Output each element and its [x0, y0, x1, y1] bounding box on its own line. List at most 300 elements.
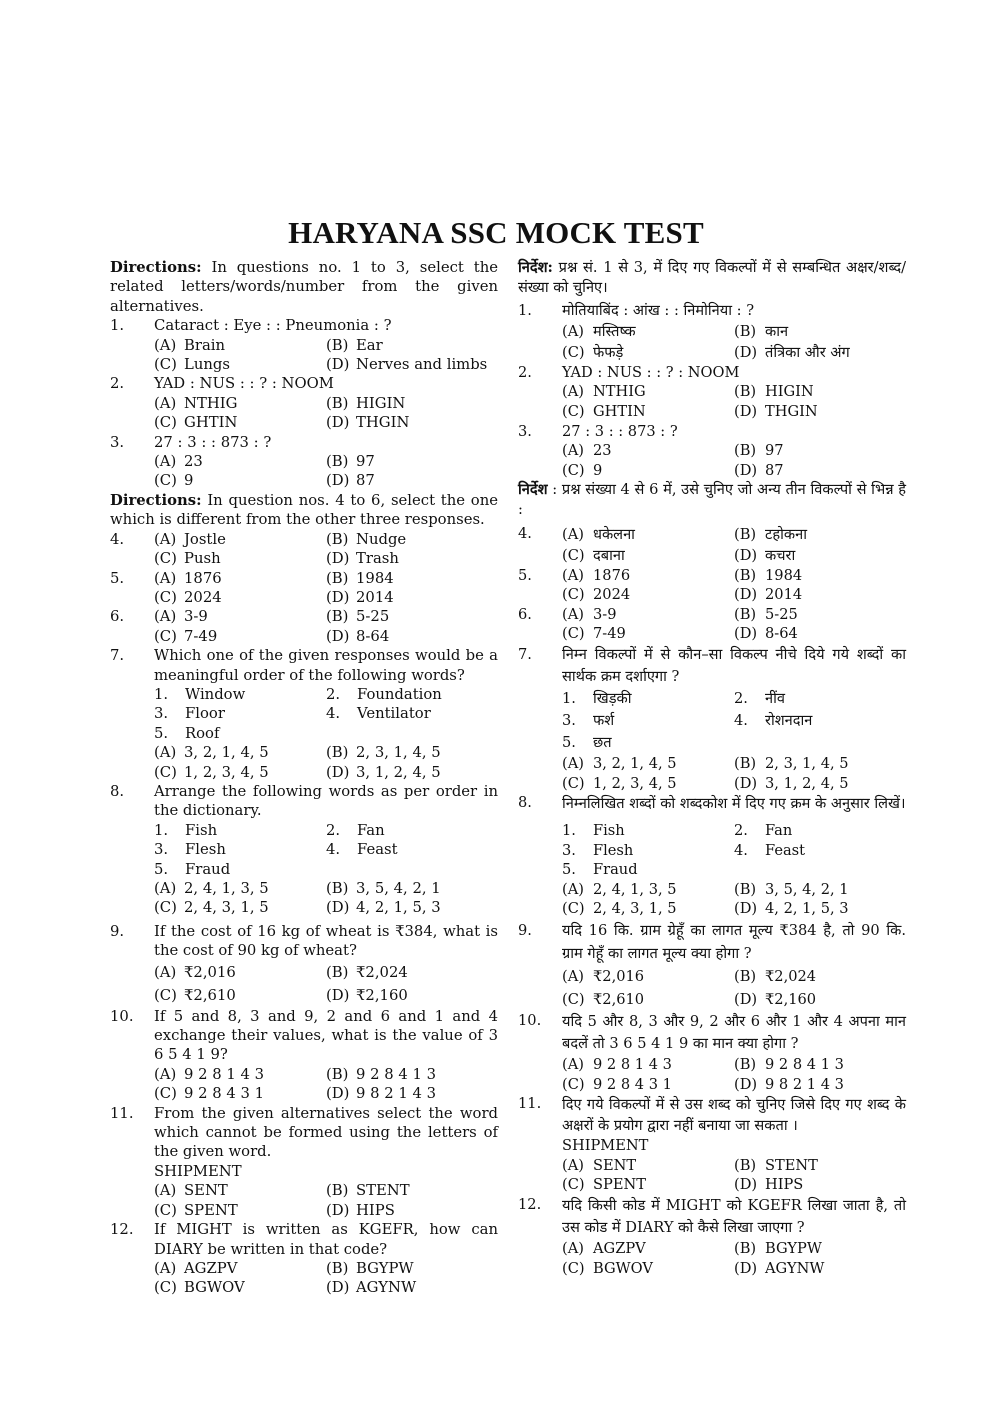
option-c [154, 355, 326, 374]
question-9 [110, 922, 498, 1007]
option-a [562, 524, 734, 545]
option-text: Feast [765, 841, 806, 859]
option-text: AGZPV [593, 1240, 646, 1258]
question-5 [110, 569, 498, 608]
option-label: (C) [154, 550, 177, 568]
option-text: 9 2 8 1 4 3 [593, 1056, 672, 1074]
option-d [734, 545, 906, 566]
question-number: 10. [518, 1012, 542, 1030]
option-text: 9 [593, 461, 603, 479]
option-label: (D) [734, 1259, 758, 1277]
option-label: (D) [326, 1201, 350, 1219]
option-text: धकेलना [593, 525, 635, 543]
option-text: 3, 2, 1, 4, 5 [593, 754, 677, 772]
option-text: 2024 [593, 586, 631, 604]
option-text: 9 8 2 1 4 3 [765, 1075, 844, 1093]
option-label: (C) [562, 1075, 585, 1093]
question-1 [110, 316, 498, 374]
list-item [154, 704, 326, 723]
question-8 [110, 782, 498, 918]
question-7 [518, 644, 906, 793]
option-label: (C) [562, 1259, 585, 1277]
question-12 [110, 1220, 498, 1298]
option-text: 2, 4, 3, 1, 5 [184, 899, 269, 917]
question-11 [110, 1104, 498, 1220]
options [154, 394, 498, 433]
directions-1 [518, 258, 906, 297]
question-3 [110, 433, 498, 491]
option-text: 8-64 [765, 625, 798, 643]
list-item [562, 710, 734, 732]
word-list [154, 685, 498, 743]
option-label: (D) [734, 625, 758, 643]
option-label: 1. [154, 685, 169, 703]
option-label: (D) [734, 991, 758, 1009]
option-label: (D) [734, 343, 758, 361]
option-text: 2, 3, 1, 4, 5 [765, 754, 849, 772]
option-c [562, 988, 734, 1011]
option-d [326, 355, 498, 374]
option-text: STENT [356, 1182, 410, 1200]
option-label: (B) [326, 336, 349, 354]
option-label: (C) [154, 414, 177, 432]
question-text: निम्न विकल्पों में से कौन–सा विकल्प नीचे दिये गये शब्दों का सार्थक क्रम दर्शाएगा ? [562, 645, 906, 685]
option-text: ₹2,610 [593, 991, 645, 1009]
option-b [326, 452, 498, 471]
option-b [734, 524, 906, 545]
option-d [734, 899, 906, 919]
option-text: ₹2,160 [356, 986, 408, 1004]
list-item [734, 688, 906, 710]
question-number: 1. [518, 302, 532, 320]
option-label: (D) [326, 899, 350, 917]
option-text: Fish [593, 822, 625, 840]
option-d [734, 624, 906, 644]
option-text: Push [184, 550, 221, 568]
option-label: (B) [326, 1182, 349, 1200]
option-text: 9 2 8 4 1 3 [765, 1056, 844, 1074]
option-b [326, 879, 498, 898]
option-b [326, 336, 498, 355]
question-text: दिए गये विकल्पों में से उस शब्द को चुनिए जिसे दिए गए शब्द के अक्षरों के प्रयोग द्वारा नहीं बनाया जा सकता । [562, 1096, 906, 1135]
option-label: (C) [562, 402, 585, 420]
options [562, 441, 906, 480]
option-text [326, 860, 498, 879]
option-text: SENT [184, 1182, 228, 1200]
options [562, 321, 906, 363]
option-c [562, 624, 734, 644]
option-label: (C) [562, 774, 585, 792]
option-text: 4, 2, 1, 5, 3 [356, 899, 441, 917]
page-title: HARYANA SSC MOCK TEST [288, 215, 704, 250]
option-text: 2, 4, 3, 1, 5 [593, 900, 677, 918]
option-text: ₹2,024 [356, 963, 408, 981]
question-number: 9. [518, 922, 532, 940]
question-text: Arrange the following words as per order in the dictionary. [154, 782, 498, 820]
option-text: Ventilator [357, 705, 431, 723]
option-label: 5. [562, 861, 576, 879]
question-2 [110, 374, 498, 432]
option-text: कान [765, 322, 789, 340]
question-number: 6. [110, 608, 125, 626]
option-label: (A) [562, 968, 584, 986]
question-text: Which one of the given responses would be a meaningful order of the following words? [154, 647, 498, 684]
question-number: 9. [110, 922, 125, 940]
option-d [734, 988, 906, 1011]
directions-text: प्रश्न सं. 1 से 3, में दिए गए विकल्पों में से सम्बन्धित अक्षर/शब्द/संख्या को चुनिए। [518, 259, 906, 296]
options [562, 1239, 906, 1278]
option-text: Fish [185, 821, 218, 839]
option-label: (A) [562, 442, 584, 460]
option-a [154, 1065, 326, 1084]
option-text: 3, 1, 2, 4, 5 [356, 763, 441, 781]
question-number: 7. [110, 647, 125, 665]
option-text: HIPS [356, 1201, 395, 1219]
list-item [734, 841, 906, 861]
option-label: 4. [734, 711, 748, 729]
list-item [562, 821, 734, 841]
option-text: 2024 [184, 588, 222, 606]
option-text: नींव [765, 689, 785, 707]
question-10 [518, 1011, 906, 1094]
option-label: 3. [154, 841, 169, 859]
list-item [326, 685, 498, 704]
question-8 [518, 793, 906, 919]
option-label: (A) [154, 394, 177, 412]
option-text: 7-49 [184, 627, 218, 645]
option-label: (D) [326, 550, 350, 568]
option-c [154, 1201, 326, 1220]
directions-2 [110, 491, 498, 530]
list-item [154, 685, 326, 704]
option-label: (C) [562, 343, 585, 361]
option-label: (A) [154, 880, 177, 897]
question-4 [518, 524, 906, 566]
option-label: (C) [154, 986, 177, 1004]
question-number: 2. [110, 375, 125, 393]
option-label: (B) [734, 1240, 757, 1258]
option-a [562, 1239, 734, 1259]
option-text: BGWOV [593, 1259, 653, 1277]
question-text: From the given alternatives select the word which cannot be formed using the letters of the given word. [154, 1104, 498, 1161]
option-label: (C) [562, 546, 585, 564]
option-label: (C) [154, 356, 177, 374]
option-text: NTHIG [184, 394, 238, 412]
option-c [562, 402, 734, 422]
option-label: (D) [734, 586, 758, 604]
question-number: 10. [110, 1007, 134, 1025]
option-label: (D) [326, 627, 350, 645]
option-label: (A) [562, 880, 584, 898]
option-text: 3, 5, 4, 2, 1 [356, 880, 441, 897]
option-c [562, 342, 734, 363]
option-b [734, 880, 906, 900]
option-text: HIGIN [765, 383, 814, 401]
option-text: Roof [185, 724, 220, 742]
option-a [562, 1156, 734, 1176]
option-label: (C) [154, 763, 177, 781]
option-a [562, 441, 734, 461]
word-list [562, 688, 906, 754]
question-5 [518, 566, 906, 605]
option-c [154, 763, 326, 782]
option-label: (A) [154, 453, 177, 471]
options [154, 961, 498, 1007]
option-text: 9 2 8 4 3 1 [593, 1075, 672, 1093]
list-item [562, 732, 734, 754]
question-text: If the cost of 16 kg of wheat is ₹384, what is the cost of 90 kg of wheat? [154, 922, 498, 960]
options [562, 754, 906, 793]
options [562, 880, 906, 919]
options [154, 1065, 498, 1104]
option-text: STENT [765, 1156, 818, 1174]
option-text: 9 2 8 4 1 3 [356, 1065, 437, 1083]
option-c [154, 984, 326, 1007]
option-c [154, 588, 326, 607]
question-4 [110, 530, 498, 569]
question-text: यदि किसी कोड में MIGHT को KGEFR लिखा जाता है, तो उस कोड में DIARY को कैसे लिखा जाएगा ? [562, 1197, 906, 1237]
option-text: 97 [356, 453, 375, 471]
option-label: (A) [154, 963, 177, 981]
question-text: If MIGHT is written as KGEFR, how can DIARY be written in that code? [154, 1221, 498, 1258]
option-c [154, 413, 326, 432]
directions-label: निर्देश: [518, 259, 553, 276]
option-text: 1876 [184, 569, 222, 587]
option-text: SENT [593, 1156, 637, 1174]
question-text: YAD : NUS : : ? : NOOM [154, 375, 334, 393]
question-2 [518, 363, 906, 422]
option-text: ₹2,016 [184, 963, 236, 981]
option-a [154, 961, 326, 984]
option-text: Foundation [357, 685, 442, 703]
option-a [154, 607, 326, 626]
question-1 [518, 301, 906, 363]
option-text: Lungs [184, 356, 230, 374]
option-text: Floor [185, 705, 225, 723]
option-label: (A) [562, 754, 584, 772]
directions-text: In questions no. 1 to 3, select the related letters/words/number from the given alternatives. [110, 259, 498, 315]
option-text: 1984 [765, 566, 803, 584]
option-text: 1, 2, 3, 4, 5 [184, 763, 269, 781]
options [562, 1055, 906, 1094]
option-text: 4, 2, 1, 5, 3 [765, 900, 849, 918]
option-label: 3. [562, 711, 576, 729]
option-text: Fan [357, 821, 385, 839]
question-number: 11. [518, 1095, 542, 1113]
question-number: 7. [518, 645, 532, 663]
question-11 [518, 1094, 906, 1195]
option-text: टहोकना [765, 525, 807, 543]
option-text: 1, 2, 3, 4, 5 [593, 774, 677, 792]
option-c [562, 585, 734, 605]
option-a [562, 566, 734, 586]
option-text: 9 2 8 4 3 1 [184, 1085, 265, 1103]
question-number: 4. [110, 530, 125, 548]
option-label: (B) [734, 1056, 757, 1074]
option-text: फेफड़े [593, 343, 624, 361]
list-item [326, 821, 498, 840]
option-text: THGIN [765, 402, 818, 420]
option-label: (C) [154, 627, 177, 645]
option-label: (C) [154, 1085, 177, 1103]
option-text: 1984 [356, 569, 394, 587]
option-text: 3, 2, 1, 4, 5 [184, 744, 269, 762]
list-item [154, 724, 326, 743]
question-text: मोतियाबिंद : आंख : : निमोनिया : ? [562, 302, 755, 320]
option-text: छत [593, 733, 612, 751]
option-a [154, 452, 326, 471]
option-text: 2, 4, 1, 3, 5 [593, 880, 677, 898]
option-label: (C) [154, 588, 177, 606]
option-label: (D) [326, 763, 350, 781]
option-text: तंत्रिका और अंग [765, 343, 850, 361]
option-text: 97 [765, 442, 784, 460]
option-label: (C) [562, 991, 585, 1009]
option-label: (B) [734, 1156, 757, 1174]
option-d [734, 585, 906, 605]
options [154, 569, 498, 608]
option-b [734, 1239, 906, 1259]
option-b [734, 566, 906, 586]
option-c [562, 461, 734, 481]
list-item [154, 860, 326, 879]
option-label: (B) [734, 880, 757, 898]
option-c [562, 1259, 734, 1279]
option-a [562, 965, 734, 988]
directions-text: : प्रश्न संख्या 4 से 6 में, उसे चुनिए जो अन्य तीन विकल्पों से भिन्न है : [518, 481, 906, 518]
option-label: 3. [562, 841, 576, 859]
option-label: (B) [326, 608, 349, 626]
directions-1 [110, 258, 498, 316]
option-text: 5-25 [765, 605, 798, 623]
option-text: Flesh [185, 841, 226, 859]
option-label: (A) [562, 383, 584, 401]
option-label: 5. [562, 733, 576, 751]
question-text: निम्नलिखित शब्दों को शब्दकोश में दिए गए क्रम के अनुसार लिखें। [562, 795, 906, 813]
option-label: (B) [326, 963, 349, 981]
option-label: (C) [154, 1201, 177, 1219]
question-6 [110, 607, 498, 646]
option-text: 2, 4, 1, 3, 5 [184, 880, 269, 897]
option-label: (A) [562, 525, 584, 543]
option-label: (D) [734, 546, 758, 564]
option-a [562, 321, 734, 342]
option-c [154, 1278, 326, 1297]
option-text: Nerves and limbs [356, 356, 488, 374]
option-text: 3, 5, 4, 2, 1 [765, 880, 849, 898]
option-label: (D) [326, 588, 350, 606]
option-text: ₹2,610 [184, 986, 236, 1004]
option-label: 2. [734, 822, 748, 840]
question-number: 12. [110, 1221, 134, 1239]
option-b [326, 394, 498, 413]
option-a [154, 394, 326, 413]
option-label: (D) [326, 1085, 350, 1103]
options [562, 524, 906, 566]
option-d [326, 588, 498, 607]
option-c [154, 898, 326, 917]
options [154, 336, 498, 375]
question-6 [518, 605, 906, 644]
option-label: (D) [734, 774, 758, 792]
list-item [562, 860, 734, 880]
option-d [326, 763, 498, 782]
option-text: 87 [356, 472, 375, 490]
question-12 [518, 1195, 906, 1278]
option-text: Fraud [185, 860, 231, 878]
option-label: 4. [734, 841, 748, 859]
option-label: (D) [734, 1075, 758, 1093]
option-b [734, 382, 906, 402]
option-b [326, 530, 498, 549]
option-text: Jostle [184, 530, 226, 548]
option-text [326, 724, 498, 743]
option-label: (A) [154, 608, 177, 626]
option-text: 9 8 2 1 4 3 [356, 1085, 437, 1103]
question-number: 12. [518, 1196, 542, 1214]
option-label: 2. [326, 685, 341, 703]
question-number: 8. [110, 782, 125, 800]
option-label: (D) [326, 356, 350, 374]
option-d [326, 1278, 498, 1297]
option-label: (D) [326, 472, 350, 490]
option-a [154, 336, 326, 355]
option-label: (A) [562, 605, 584, 623]
word-list [562, 821, 906, 880]
option-label: (C) [562, 900, 585, 918]
option-text: Brain [184, 336, 226, 354]
list-item [154, 840, 326, 859]
option-d [734, 774, 906, 794]
option-label: (A) [154, 1065, 177, 1083]
option-b [326, 569, 498, 588]
option-a [562, 605, 734, 625]
option-label: (A) [154, 1182, 177, 1200]
options [562, 605, 906, 644]
list-item [326, 840, 498, 859]
option-text: 23 [593, 442, 612, 460]
option-label: (C) [154, 472, 177, 490]
option-a [562, 880, 734, 900]
option-text: Feast [357, 841, 398, 859]
option-text: 5-25 [356, 608, 390, 626]
option-d [734, 402, 906, 422]
option-d [326, 1201, 498, 1220]
option-a [154, 1259, 326, 1278]
option-text: रोशनदान [765, 711, 813, 729]
option-c [562, 899, 734, 919]
option-text: ₹2,160 [765, 991, 817, 1009]
option-label: (A) [562, 1240, 584, 1258]
option-text: Fraud [593, 861, 638, 879]
option-text: 3-9 [593, 605, 617, 623]
option-text: AGZPV [184, 1259, 238, 1277]
option-text: 3-9 [184, 608, 208, 626]
option-text: THGIN [356, 414, 410, 432]
option-label: 4. [326, 705, 341, 723]
list-item [154, 821, 326, 840]
option-d [326, 413, 498, 432]
question-text: यदि 16 कि. ग्राम ग्रेहूँ का लागत मूल्य ₹384 है, तो 90 कि. ग्राम गेहूँ का लागत मूल्य क्या होगा ? [562, 922, 906, 963]
option-d [326, 1084, 498, 1103]
list-item [326, 704, 498, 723]
list-item [734, 821, 906, 841]
option-text: BGYPW [765, 1240, 822, 1258]
option-d [734, 1075, 906, 1095]
option-label: (B) [734, 754, 757, 772]
option-b [734, 441, 906, 461]
question-text: यदि 5 और 8, 3 और 9, 2 और 6 और 1 और 4 अपना मान बदलें तो 3 6 5 4 1 9 का मान क्या होगा ? [562, 1013, 906, 1053]
